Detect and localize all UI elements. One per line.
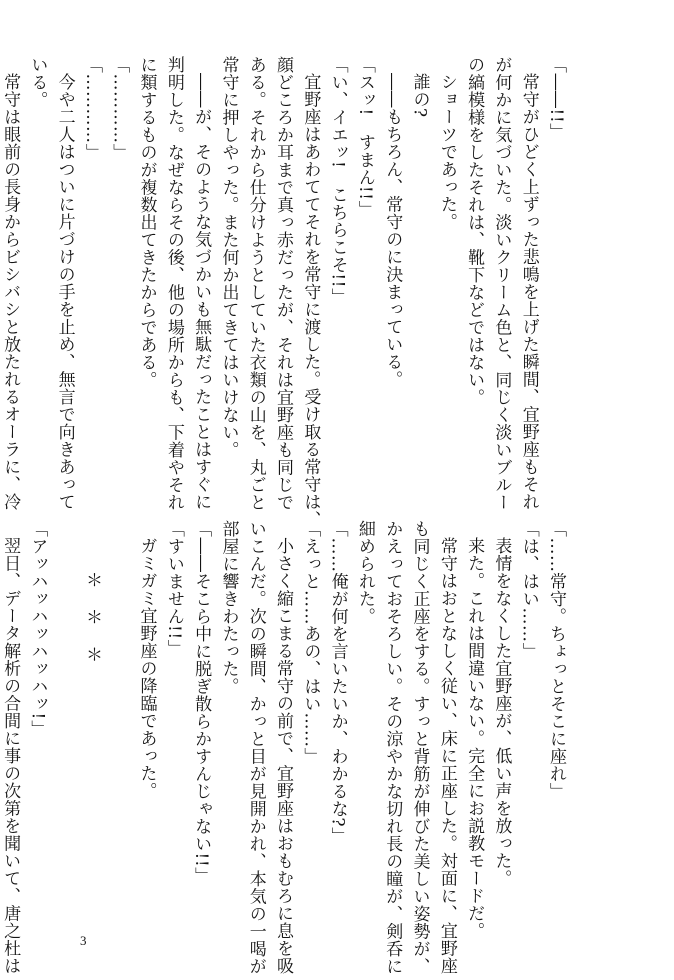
text-line: 「…………」	[109, 56, 130, 161]
text-line: 「…………」	[81, 56, 102, 161]
text-line: ある。それから仕分けようとしていた衣類の山を、丸ごと	[245, 56, 266, 511]
text-line: 宜野座はあわててそれを常守に渡した。受け取る常守は、	[300, 73, 321, 528]
text-line: いこんだ。次の瞬間、かっと目が見開かれ、本気の一喝が	[245, 520, 266, 975]
text-line: に類するものが複数出てきたからである。	[136, 56, 157, 389]
text-line: 「……俺が何を言いたいか、わかるな?」	[327, 520, 348, 845]
text-line: 常守は眼前の長身からビシバシと放たれるオーラに、冷	[0, 73, 21, 511]
text-line: 「すいません!!」	[163, 520, 184, 658]
text-line: 「――そこら中に脱ぎ散らかすんじゃない!!」	[191, 520, 212, 885]
text-line	[105, 520, 132, 940]
text-line: も同じく正座をする。すっと背筋が伸びた美しい姿勢が、	[409, 520, 430, 975]
scene-break: ＊＊＊	[81, 571, 102, 684]
text-line: 顔どころか耳まで真っ赤だったが、それは宜野座も同じで	[273, 56, 294, 511]
text-line: 「……常守。ちょっとそこに座れ」	[546, 520, 566, 800]
text-line: ガミガミ宜野座の降臨であった。	[136, 537, 157, 800]
text-line: 「い、イエッ! こちらこそ!!」	[327, 56, 348, 306]
text-line: 「は、はい……」	[518, 520, 539, 660]
text-line: 部屋に響きわたった。	[218, 520, 239, 695]
text-line: 判明した。なぜならその後、他の場所からも、下着やそれ	[163, 56, 184, 511]
text-block-upper	[0, 56, 569, 528]
page-number: 3	[80, 933, 87, 948]
text-line: 小さく縮こまる常守の前で、宜野座はおもむろに息を吸	[273, 537, 294, 975]
text-block-lower	[0, 520, 569, 975]
text-line: 細められた。	[354, 520, 375, 625]
text-line: 来た。これは間違いない。完全にお説教モードだ。	[464, 537, 485, 940]
text-line: ――が、そのような気づかいも無駄だったことはすぐに	[191, 73, 212, 511]
text-line: 翌日、データ解析の合間に事の次第を聞いて、唐之杜は	[0, 537, 21, 975]
text-line: 誰の?	[409, 73, 430, 118]
text-line: かえっておそろしい。その涼やかな切れ長の瞳が、剣呑に	[382, 520, 403, 975]
text-line: 「――!!」	[546, 56, 566, 141]
text-line: の縞模様をしたそれは、靴下などではない。	[464, 56, 485, 406]
text-line	[50, 520, 77, 940]
text-line: 表情をなくした宜野座が、低い声を放った。	[491, 537, 512, 887]
text-line: 「えっと……あの、はい……」	[300, 520, 321, 765]
text-line: 「スッ! すまん!!」	[354, 56, 375, 218]
text-line: 常守はおとなしく従い、床に正座した。対面に、宜野座	[436, 537, 457, 975]
text-line: 常守がひどく上ずった悲鳴を上げた瞬間、宜野座もそれ	[518, 73, 539, 511]
text-line: ショーツであった。	[436, 73, 457, 231]
text-line: が何かに気づいた。淡いクリーム色と、同じく淡いブルー	[491, 56, 512, 511]
text-line: いる。	[27, 56, 48, 109]
text-line: 「アッハッハッハッハッ!」	[27, 520, 48, 738]
text-line: 今や二人はついに片づけの手を止め、無言で向きあって	[54, 73, 75, 511]
text-line: 常守に押しやった。また何か出てきてはいけない。	[218, 56, 239, 459]
text-line: ――もちろん、常守のに決まっている。	[382, 73, 403, 388]
